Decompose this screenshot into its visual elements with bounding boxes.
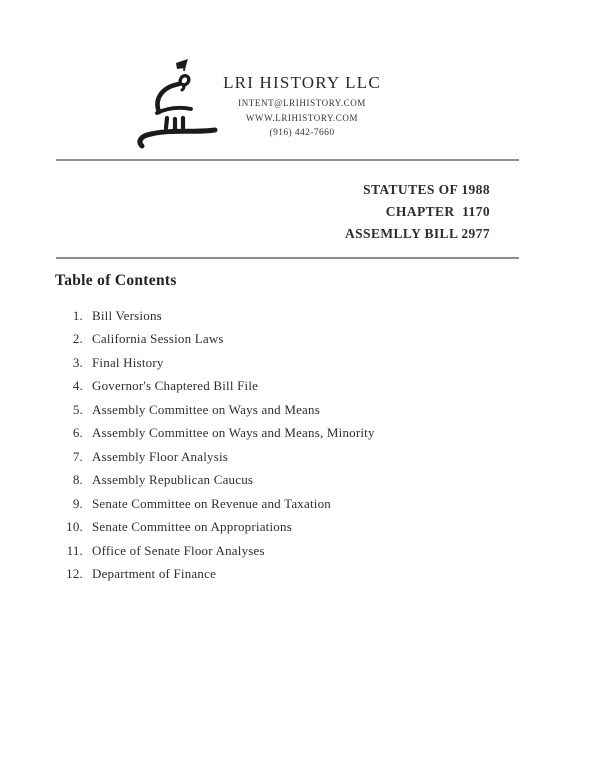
toc-item-senate-committee-revenue-taxation: [56, 492, 375, 516]
toc-item-number: 9.: [72, 495, 83, 511]
chapter-line: CHAPTER 1170: [385, 204, 490, 219]
toc-item-label: Assembly Republican Caucus: [92, 472, 254, 488]
divider-top: [56, 159, 519, 161]
toc-item-label: Bill Versions: [92, 307, 162, 323]
toc-item-number: 4.: [72, 378, 83, 394]
company-website: WWW.LRIHISTORY.COM: [245, 113, 359, 123]
toc-item-label: Department of Finance: [92, 566, 217, 582]
toc-item-number: 3.: [72, 354, 83, 370]
divider-mid: [56, 257, 519, 259]
toc-item-label: Office of Senate Floor Analyses: [92, 542, 265, 558]
toc-item-number: 1.: [72, 307, 83, 323]
toc-item-label: Final History: [92, 354, 164, 370]
statutes-line: STATUTES OF 1988: [363, 182, 490, 197]
toc-item-final-history: [56, 351, 375, 375]
toc-item-california-session-laws: [56, 328, 375, 352]
toc-item-label: Senate Committee on Revenue and Taxation: [92, 495, 331, 511]
toc-item-label: Assembly Floor Analysis: [92, 448, 229, 464]
toc-item-label: California Session Laws: [92, 331, 224, 347]
toc-item-assembly-committee-ways-means-minority: [56, 422, 375, 446]
letterhead: [208, 73, 396, 138]
toc-item-office-senate-floor-analyses: [56, 539, 375, 563]
bill-reference-block: [0, 179, 490, 245]
toc-item-number: 6.: [72, 425, 83, 441]
toc-item-senate-committee-appropriations: [56, 516, 375, 540]
toc-item-label: Assembly Committee on Ways and Means: [92, 401, 320, 417]
toc-item-bill-versions: [56, 304, 375, 328]
toc-list: [56, 304, 375, 586]
toc-item-governors-chaptered-bill-file: [56, 375, 375, 399]
company-phone: (916) 442-7660: [269, 127, 335, 138]
toc-item-number: 8.: [72, 472, 83, 488]
toc-item-number: 2.: [72, 331, 83, 347]
toc-item-assembly-floor-analysis: [56, 445, 375, 469]
toc-item-label: Senate Committee on Appropriations: [92, 519, 292, 535]
toc-item-number: 12.: [66, 566, 83, 582]
toc-item-label: Assembly Committee on Ways and Means, Minority: [92, 425, 375, 441]
toc-item-assembly-republican-caucus: [56, 469, 375, 493]
toc-title: Table of Contents: [55, 272, 177, 289]
toc-item-number: 5.: [72, 401, 83, 417]
toc-item-assembly-committee-ways-means: [56, 398, 375, 422]
toc-item-department-of-finance: [56, 563, 375, 587]
toc-item-label: Governor's Chaptered Bill File: [92, 378, 259, 394]
toc-item-number: 10.: [66, 519, 83, 535]
toc-item-number: 11.: [66, 542, 83, 558]
company-email: INTENT@LRIHISTORY.COM: [238, 98, 366, 108]
toc-item-number: 7.: [72, 448, 83, 464]
company-name: LRI HISTORY LLC: [223, 73, 381, 92]
assembly-bill-line: ASSEMLLY BILL 2977: [344, 226, 490, 241]
